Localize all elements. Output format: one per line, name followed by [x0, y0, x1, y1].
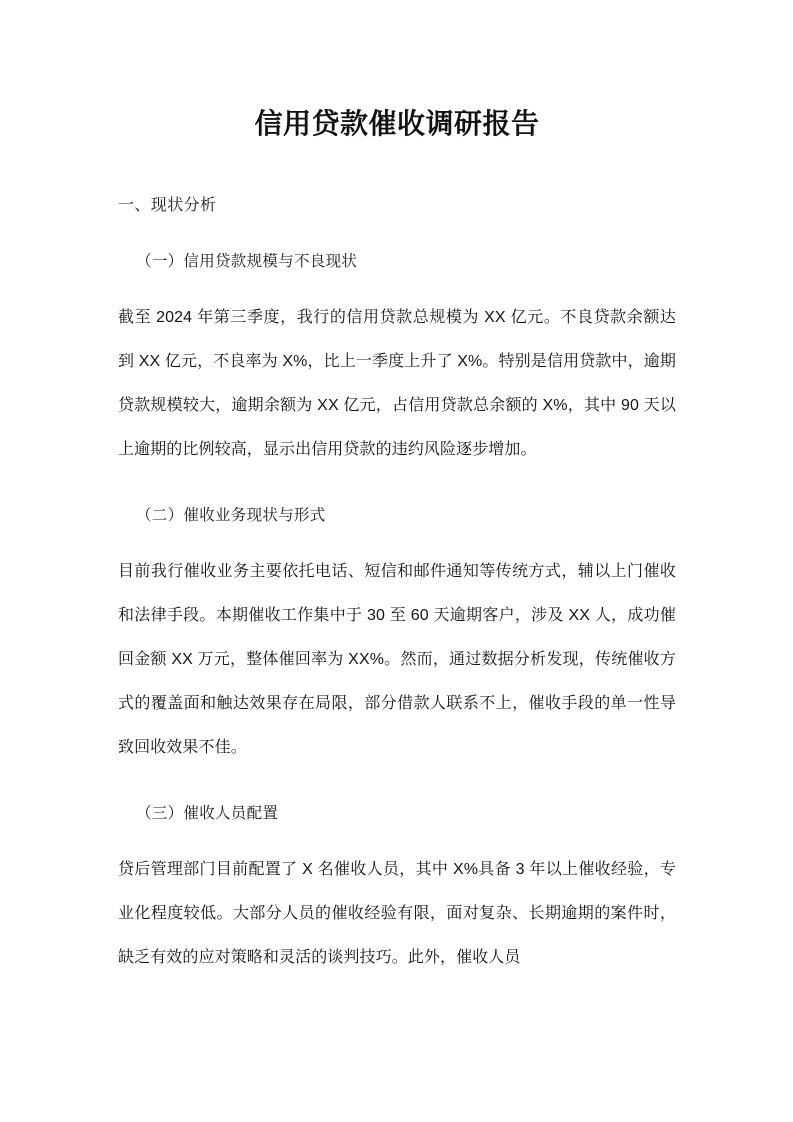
paragraph-1-2-1: 目前我行催收业务主要依托电话、短信和邮件通知等传统方式，辅以上门催收和法律手段。本期催收工作集中于 30 至 60 天逾期客户，涉及 XX 人，成功催回金额 XX 万元，整体催回率为 XX%。然而，通过数据分析发现，传统催收方式的覆盖面和触达效果存在局限，部分借款人联系不上，催收手段的单一性导致回收效果不佳。: [118, 563, 676, 756]
paragraph-1-3-1: 贷后管理部门目前配置了 X 名催收人员，其中 X%具备 3 年以上催收经验，专业化程度较低。大部分人员的催收经验有限，面对复杂、长期逾期的案件时，缺乏有效的应对策略和灵活的谈判技巧。此外，催收人员: [118, 861, 676, 966]
subsection-heading-1-2: （二）催收业务现状与形式: [136, 507, 326, 524]
section-heading-1: 一、现状分析: [118, 197, 217, 214]
subsection-heading-1-1: （一）信用贷款规模与不良现状: [136, 253, 358, 270]
subsection-heading-1-3: （三）催收人员配置: [136, 805, 279, 822]
page-title: 信用贷款催收调研报告: [254, 108, 540, 139]
document-body: [118, 0, 676, 980]
paragraph-1-1-1: 截至 2024 年第三季度，我行的信用贷款总规模为 XX 亿元。不良贷款余额达到 XX 亿元，不良率为 X%，比上一季度上升了 X%。特别是信用贷款中，逾期贷款规模较大，逾期余额为 XX 亿元，占信用贷款总余额的 X%，其中 90 天以上逾期的比例较高，显示出信用贷款的违约风险逐步增加。: [118, 309, 676, 458]
